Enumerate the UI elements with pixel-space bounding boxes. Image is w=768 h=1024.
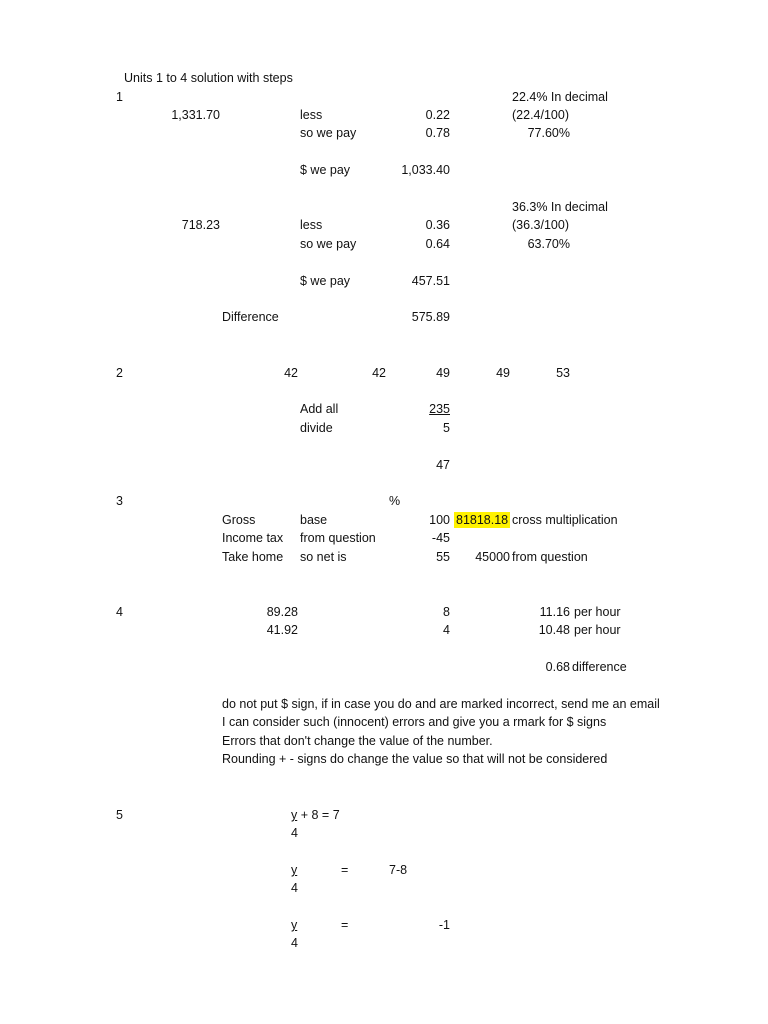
q2-value-2: 42 — [372, 366, 386, 380]
q1b-note-line1: 36.3% In decimal — [512, 200, 608, 214]
q1b-pay-value: 0.64 — [425, 237, 450, 251]
q2-result: 47 — [436, 458, 450, 472]
q1b-pay-label: so we pay — [300, 237, 357, 251]
q5-step3-equals: = — [341, 918, 349, 932]
question-3-number: 3 — [116, 494, 123, 508]
question-1-number: 1 — [116, 90, 123, 104]
question-2-number: 2 — [116, 366, 123, 380]
q1b-less-label: less — [300, 218, 323, 232]
q1a-dollar-label: $ we pay — [300, 163, 351, 177]
question-5-number: 5 — [116, 808, 123, 822]
q3-given-note: from question — [512, 550, 588, 564]
note-line-3: Errors that don't change the value of the number. — [222, 734, 493, 748]
q1b-less-value: 0.36 — [425, 218, 450, 232]
q5-step2-rhs: 7-8 — [389, 863, 408, 877]
q3-row-1-desc: base — [300, 513, 328, 527]
q3-row-3-desc: so net is — [300, 550, 347, 564]
q1a-note-line3: 77.60% — [527, 126, 570, 140]
q3-row-3-value: 55 — [436, 550, 450, 564]
q1a-pay-value: 0.78 — [425, 126, 450, 140]
q1a-pay-label: so we pay — [300, 126, 357, 140]
page-title: Units 1 to 4 solution with steps — [124, 71, 293, 85]
q1a-less-label: less — [300, 108, 323, 122]
q5-step3-numerator: y — [291, 918, 298, 932]
q1a-less-value: 0.22 — [425, 108, 450, 122]
q3-row-1-value: 100 — [429, 513, 450, 527]
q4-row-2-unit: per hour — [574, 623, 621, 637]
q1b-note-line2: (36.3/100) — [512, 218, 569, 232]
q3-row-1-label: Gross — [222, 513, 256, 527]
q2-value-5: 53 — [556, 366, 570, 380]
q3-row-2-label: Income tax — [222, 531, 284, 545]
q4-difference-label: difference — [572, 660, 627, 674]
q3-highlight-note: cross multiplication — [512, 513, 618, 527]
q1b-dollar-value: 457.51 — [411, 274, 450, 288]
q5-step2-denominator: 4 — [291, 881, 298, 895]
q5-step1-equation — [291, 807, 340, 823]
q2-value-3: 49 — [436, 366, 450, 380]
q1-difference-value: 575.89 — [411, 310, 450, 324]
question-4-number: 4 — [116, 605, 123, 619]
q1a-note-line2: (22.4/100) — [512, 108, 569, 122]
q1b-dollar-label: $ we pay — [300, 274, 351, 288]
q5-step1-numerator: y — [291, 808, 298, 822]
q4-row-1-amount: 89.28 — [266, 605, 298, 619]
q2-add-label: Add all — [300, 402, 339, 416]
q5-step3-denominator: 4 — [291, 936, 298, 950]
q3-row-3-label: Take home — [222, 550, 284, 564]
q4-row-1-hours: 8 — [443, 605, 450, 619]
q2-value-4: 49 — [496, 366, 510, 380]
q4-row-1-unit: per hour — [574, 605, 621, 619]
q3-row-2-value: -45 — [431, 531, 450, 545]
q1-difference-label: Difference — [222, 310, 279, 324]
q4-row-2-hours: 4 — [443, 623, 450, 637]
q3-row-2-desc: from question — [300, 531, 376, 545]
q5-step2-equals: = — [341, 863, 349, 877]
note-line-4: Rounding + - signs do change the value so that will not be considered — [222, 752, 608, 766]
q2-add-value: 235 — [429, 402, 450, 416]
q5-step3-rhs: -1 — [438, 918, 450, 932]
q5-step2-numerator: y — [291, 863, 298, 877]
q4-difference-value: 0.68 — [545, 660, 570, 674]
q2-divide-value: 5 — [443, 421, 450, 435]
note-line-1: do not put $ sign, if in case you do and are marked incorrect, send me an email — [222, 697, 660, 711]
q4-row-1-rate: 11.16 — [539, 605, 570, 619]
q4-row-2-amount: 41.92 — [266, 623, 298, 637]
q3-highlight-value: 81818.18 — [456, 513, 509, 527]
q1a-note-line1: 22.4% In decimal — [512, 90, 608, 104]
q2-value-1: 42 — [284, 366, 298, 380]
q2-divide-label: divide — [300, 421, 333, 435]
q3-given-value: 45000 — [475, 550, 510, 564]
q4-row-2-rate: 10.48 — [538, 623, 570, 637]
q1b-note-line3: 63.70% — [527, 237, 570, 251]
q1a-dollar-value: 1,033.40 — [401, 163, 450, 177]
q1b-amount: 718.23 — [181, 218, 220, 232]
q5-step1-denominator: 4 — [291, 826, 298, 840]
q5-step1-rest: + 8 = 7 — [297, 808, 340, 822]
q1a-amount: 1,331.70 — [171, 108, 220, 122]
q3-percent-header: % — [389, 494, 401, 508]
note-line-2: I can consider such (innocent) errors and give you a rmark for $ signs — [222, 715, 607, 729]
